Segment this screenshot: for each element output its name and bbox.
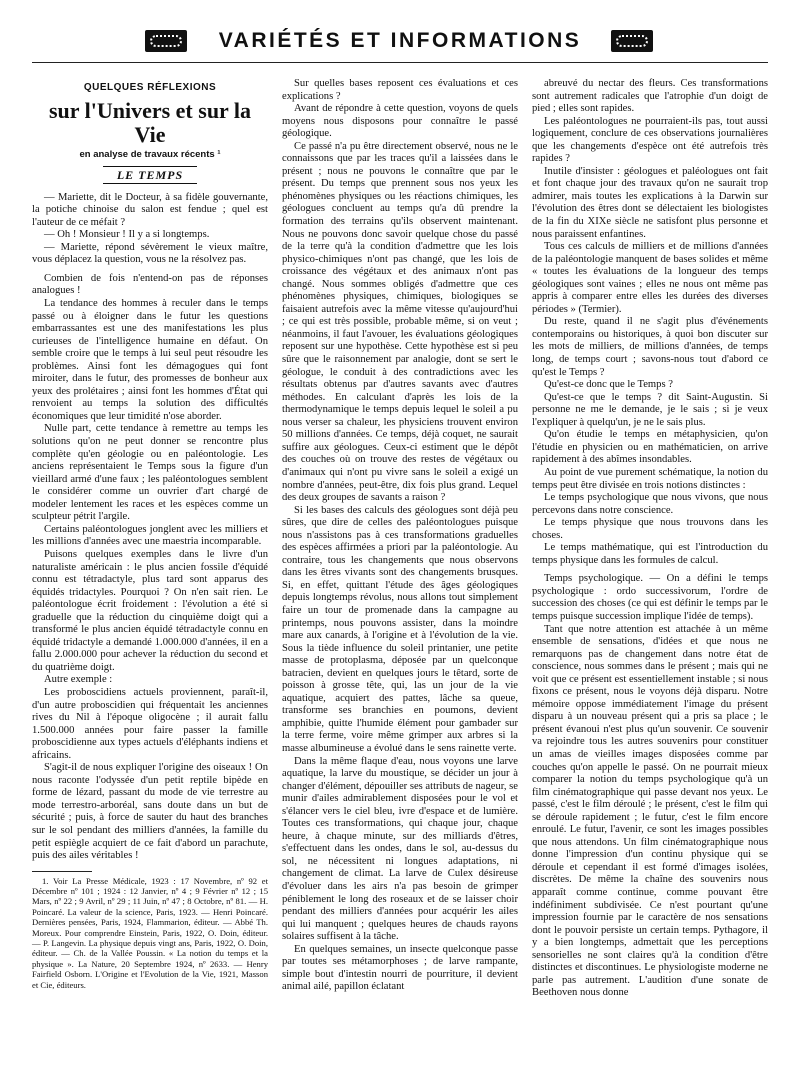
paragraph: Avant de répondre à cette question, voyons de quels moyens nous disposons pour connaître le passé géologique. [282, 103, 518, 140]
footnote-divider [32, 871, 92, 872]
paragraph: Qu'est-ce donc que le Temps ? [544, 379, 673, 391]
paragraph: La tendance des hommes à reculer dans le temps passé ou à éloigner dans le futur les questions embarrassantes est une des manifestations les plus curieuses de l'intelligence humaine en défaut. On semble croire que le temps à lui seul peut résoudre les problèmes. Ainsi font les démagogues qui font miroiter, dans le futur, des promesses de bonheur aux yeux des prolétaires ; ainsi font les hommes d'État qui renvoient au temps la solution des difficultés économiques que leur timidité n'ose aborder. [32, 298, 268, 422]
article-kicker: QUELQUES RÉFLEXIONS [83, 82, 217, 93]
paragraph: Du reste, quand il ne s'agit plus d'événements contemporains ou historiques, à quoi bon discuter sur les mots de milliers, de millions d'années, de temps long, de temps court ; savons-nous tout d'abord ce qu'est le Temps ? [532, 316, 768, 378]
paragraph: — Mariette, répond sévèrement le vieux maître, vous déplacez la question, vous ne la résolvez pas. [32, 241, 268, 266]
paragraph: Combien de fois n'entend-on pas de réponses analogues ! [32, 272, 268, 297]
paragraph: Puisons quelques exemples dans le livre d'un naturaliste américain : le plus ancien fossile d'équidé connu est tétradactyle, plus tard sont apparus des équidés tridactyles. Pourquoi ? On n'en sait rien. Le paléontologue écrit froidement : l'évolution a été si graduelle que la réduction du cinquième doigt qui a transformé le plus ancien équidé tétradactyle connu en équidé tridactyle a demandé 1.000.000 d'années, il en a fallu 2.000.000 pour achever la réduction du second et du quatrième doigt. [32, 548, 268, 673]
paragraph: — Mariette, dit le Docteur, à sa fidèle gouvernante, la potiche chinoise du salon est fendue ; quel est l'auteur de ce méfait ? [32, 191, 268, 228]
column-1 [32, 78, 268, 990]
paragraph: Tant que notre attention est attachée à un même ensemble de sensations, d'idées et que nous ne remarquons pas de changement dans notre état de conscience, nous sommes dans le présent ; mais qui ne voit que ce présent est essentiellement instable ; si nous fixons ce présent, nous le voyons déjà disparu. Notre mémoire oppose immédiatement l'image du présent disparu à un nouveau présent qui a pris sa place ; le présent évanoui n'est plus qu'un souvenir. Ce souvenir va rejoindre tous les autres souvenirs pour constituer un amas de vieilles images disposées comme par couches qu'on appelle le passé. On ne pourrait mieux comparer la notion du temps psychologique qu'à un film cinématographique qui passe devant nos yeux. Le passé, c'est le film déroulé ; le présent, c'est le film qui se déroule rapidement ; le futur, c'est le film encore enroulé. Le futur, l'avenir, ce sont les images possibles que nous attendons. Un film cinématographique nous donne l'impression d'un continu physique qui se déroule et cependant il est formé d'images isolées, discrètes. De même la chaîne des souvenirs nous apparaît comme continue, comme pouvant être indéfiniment subdivisée. Ce n'est pourtant qu'une impression fournie par le caractère de nos sensations dont le pouvoir persiste un certain temps. Pythagore, il y a bien longtemps, admettait que les perceptions sensorielles ne sont claires qu'à la condition d'être distinctes et discontinues. Le physiologiste moderne ne parle pas autrement. L'audition d'une sonate de Beethoven nous donne [532, 623, 768, 999]
paragraph: Certains paléontologues jonglent avec les milliers et les millions d'années avec une maestria incomparable. [32, 523, 268, 548]
paragraph: Temps psychologique. — On a défini le temps psychologique : ordo successivorum, l'ordre de succession des choses (ce qui est définir le temps par le temps puisque succession implique l'idée de temps). [532, 573, 768, 622]
ornament-right-icon [611, 30, 653, 52]
column-3 [532, 78, 768, 1000]
section-header-title: VARIÉTÉS ET INFORMATIONS [218, 29, 582, 52]
paragraph: Qu'est-ce que le temps ? dit Saint-Augustin. Si personne ne me le demande, je le sais ; si je veux l'expliquer à quelqu'un, je ne le sais plus. [532, 391, 768, 428]
paragraph: Dans la même flaque d'eau, nous voyons une larve aquatique, la larve du moustique, se décider un jour à changer d'élément, dépouiller ses attributs de nageur, se munir d'ailes admirablement disposées pour le vol et s'élancer vers le ciel bleu, ivre d'espace et de lumière. Toutes ces transformations, qui chaque jour, chaque heure, à chaque minute, sur des milliards d'êtres, s'effectuent dans les ondes, dans le sol, au-dessus du sol, ne nécessitent ni longues adaptations, ni changement de climat. La larve de Culex désireuse d'évoluer dans les airs n'a pas besoin de grimper péniblement le long des roseaux et de se laisser choir pendant des milliers d'années pour acquérir les ailes qui lui manquent ; quelques heures de chauds rayons solaires suffisent à la tâche. [282, 755, 518, 943]
paragraph: Si les bases des calculs des géologues sont déjà peu sûres, que dire de celles des paléontologues puisque nous n'assistons pas à ces transformations graduelles des espèces affirmées a priori par la paléontologie. Au contraire, tous les changements que nous observons dans les êtres vivants sont des changements brusques. Si, en effet, quittant l'étude des âges géologiques depuis longtemps révolus, nous allons tout simplement faire un tour de promenade dans la campagne au printemps, nous pouvons assister, dans la moindre mare aux canards, à l'origine et à l'évolution de la vie. Sous la tiède influence du soleil printanier, une petite masse de protoplasma, déposée par un quelconque batracien, devient en quelques jours le têtard, sorte de poisson à grosse tête, qui, las un jour de la vie aquatique, acquiert des pattes, lâche sa queue, transforme ses branchies en poumons, devient amphibie, quitte l'humide élément pour gambader sur la terre ferme, voire même grimper aux arbres si la masse albumineuse a évolué dans le sens rainette verte. [282, 504, 518, 754]
paragraph: Au point de vue purement schématique, la notion du temps peut être divisée en trois notions distinctes : [532, 466, 768, 491]
section-heading: LE TEMPS [32, 169, 268, 182]
paragraph: En quelques semaines, un insecte quelconque passe par toutes ses métamorphoses ; de larve rampante, simple bout d'intestin nourri de pourriture, il devient animal ailé, papillon éclatant [282, 943, 518, 993]
paragraph: Qu'on étudie le temps en métaphysicien, qu'on l'étudie en physicien ou en mathématicien, on arrive rapidement à des abîmes insondables. [532, 429, 768, 466]
paragraph: Tous ces calculs de milliers et de millions d'années de la paléontologie manquent de bases solides et même « toutes les évaluations de la longueur des temps géologiques sont vaines ; elles ne nous ont même pas appris à comparer entre elles les durées des diverses périodes » (Termier). [532, 241, 768, 315]
paragraph: Le temps physique que nous trouvons dans les choses. [532, 517, 768, 541]
article-title: sur l'Univers et sur la Vie [48, 97, 252, 147]
paragraph: Les proboscidiens actuels proviennent, paraît-il, d'un autre proboscidien qui fréquentait les anciennes rives du Nil à l'époque oligocène ; il aurait fallu 1.500.000 années pour faire passer la famille proboscidienne aux types actuels d'éléphants indiens et africains. [32, 686, 268, 761]
footnote: 1. Voir La Presse Médicale, 1923 : 17 Novembre, nº 92 et Décembre nº 101 ; 1924 : 12 Janvier, nº 4 ; 9 Février nº 12 ; 15 Mars, nº 22 ; 9 Avril, nº 29 ; 11 Juin, nº 47 ; 8 Octobre, nº 81. — H. Poincaré. La valeur de la science, Paris, 1923. — Henri Poincaré. Dernières pensées, Paris, 1924, Flammarion, éditeur. — Abbé Th. Moreux. Pour comprendre Einstein, Paris, 1922, O. Doin, éditeur. — P. Langevin. La physique depuis vingt ans, Paris, 1922, O. Doin, éditeur. — Ch. de la Vallée Poussin. « La notion du temps et la physique ». La Nature, 20 Septembre 1924, nº 2633. — Henry Fairfield Osborn. L'Origine et l'Evolution de la Vie, 1921, Masson et Cie, éditeurs. [32, 875, 268, 990]
column-2 [282, 78, 518, 994]
paragraph: Autre exemple : [44, 674, 113, 686]
paragraph: Le temps psychologique que nous vivons, que nous percevons dans notre conscience. [532, 492, 768, 516]
paragraph: Inutile d'insister : géologues et paléologues ont fait et font chaque jour des travaux qu'on ne saurait trop admirer, mais toutes les explications à la Darwin sur l'évolution des êtres dont se délectaient les biologistes de la fin du XIXe siècle ne satisfont plus personne et nous paraissent enfantines. [532, 165, 768, 240]
paragraph: abreuvé du nectar des fleurs. Ces transformations sont autrement radicales que l'atrophie d'un doigt de pied ; elles sont rapides. [532, 78, 768, 115]
article-subtitle: en analyse de travaux récents ¹ [79, 148, 221, 160]
page-header [0, 0, 800, 70]
paragraph: Sur quelles bases reposent ces évaluations et ces explications ? [282, 78, 518, 102]
paragraph: Le temps mathématique, qui est l'introduction du temps physique dans les formules de calcul. [532, 542, 768, 566]
paragraph: Les paléontologues ne pourraient-ils pas, tout aussi logiquement, conclure de ces observations journalières que les changements d'espèce ont été autrefois très rapides ? [532, 115, 768, 165]
paragraph: — Oh ! Monsieur ! Il y a si longtemps. [44, 229, 210, 241]
paragraph: Nulle part, cette tendance à remettre au temps les solutions qu'on ne peut donner se rencontre plus complète qu'en géologie ou en paléontologie. Les anciens représentaient le Temps sous la figure d'un vieillard armé d'une faux ; les paléontologues semblent le considérer comme un ouvrier d'art chargé de modeler lentement les races et les espèces comme un sculpteur pétrit l'argile. [32, 423, 268, 523]
paragraph: S'agit-il de nous expliquer l'origine des oiseaux ! On nous raconte l'odyssée d'un petit reptile bipède en forme de lézard, passant du mode de vie terrestre au mode terrestro-arboréal, sans doute dans un but de sécurité ; puis, à force de sauter du haut des branches sur le sol pendant des milliers d'années, la famille du petit espiègle acquiert de ce fait d'abord un parachute, puis des ailes véritables ! [32, 762, 268, 862]
paragraph: Ce passé n'a pu être directement observé, nous ne le connaissons que par les traces qu'il a laissées dans le présent ; nous ne pouvons le connaître que par le présent. Du temps que prennent sous nos yeux les phénomènes physiques ou les réactions chimiques, les géologues concluent au temps qu'a dû prendre la formation des terrains qu'ils observent maintenant. Nous ne pouvons donc savoir quelque chose du passé de la terre qu'à la condition d'admettre que les lois physico-chimiques n'ont pas changé, que les lois de croissance des végétaux et des animaux n'ont pas changé. Nous sommes obligés d'admettre que ces phénomènes physiques, chimiques, biologiques se faisaient autrefois avec la même vitesse qu'aujourd'hui ; ce qui est très possible, probable même, si on veut ; néanmoins, il faut l'avouer, les évaluations géologiques reposent sur une hypothèse. Cette hypothèse est si peu sûre que le raisonnement par analogie, dont se sert le géologue, le conduit à des contradictions avec les résultats obtenus par d'autres savants avec d'autres méthodes. En calculant d'après les lois de la thermodynamique le temps depuis lequel le soleil a pu nous verser sa chaleur, les physiciens trouvent environ 50 millions d'années. Ce temps, déjà coquet, ne saurait suffire aux géologues. Ceux-ci estiment que le dépôt des couches où on trouve des restes de végétaux ou d'animaux qui n'ont pu vivre sans le soleil a exigé un nombre d'années, peut-être, dix fois plus grand. Lequel des deux groupes de savants a raison ? [282, 140, 518, 504]
header-divider [32, 62, 768, 63]
ornament-left-icon [145, 30, 187, 52]
